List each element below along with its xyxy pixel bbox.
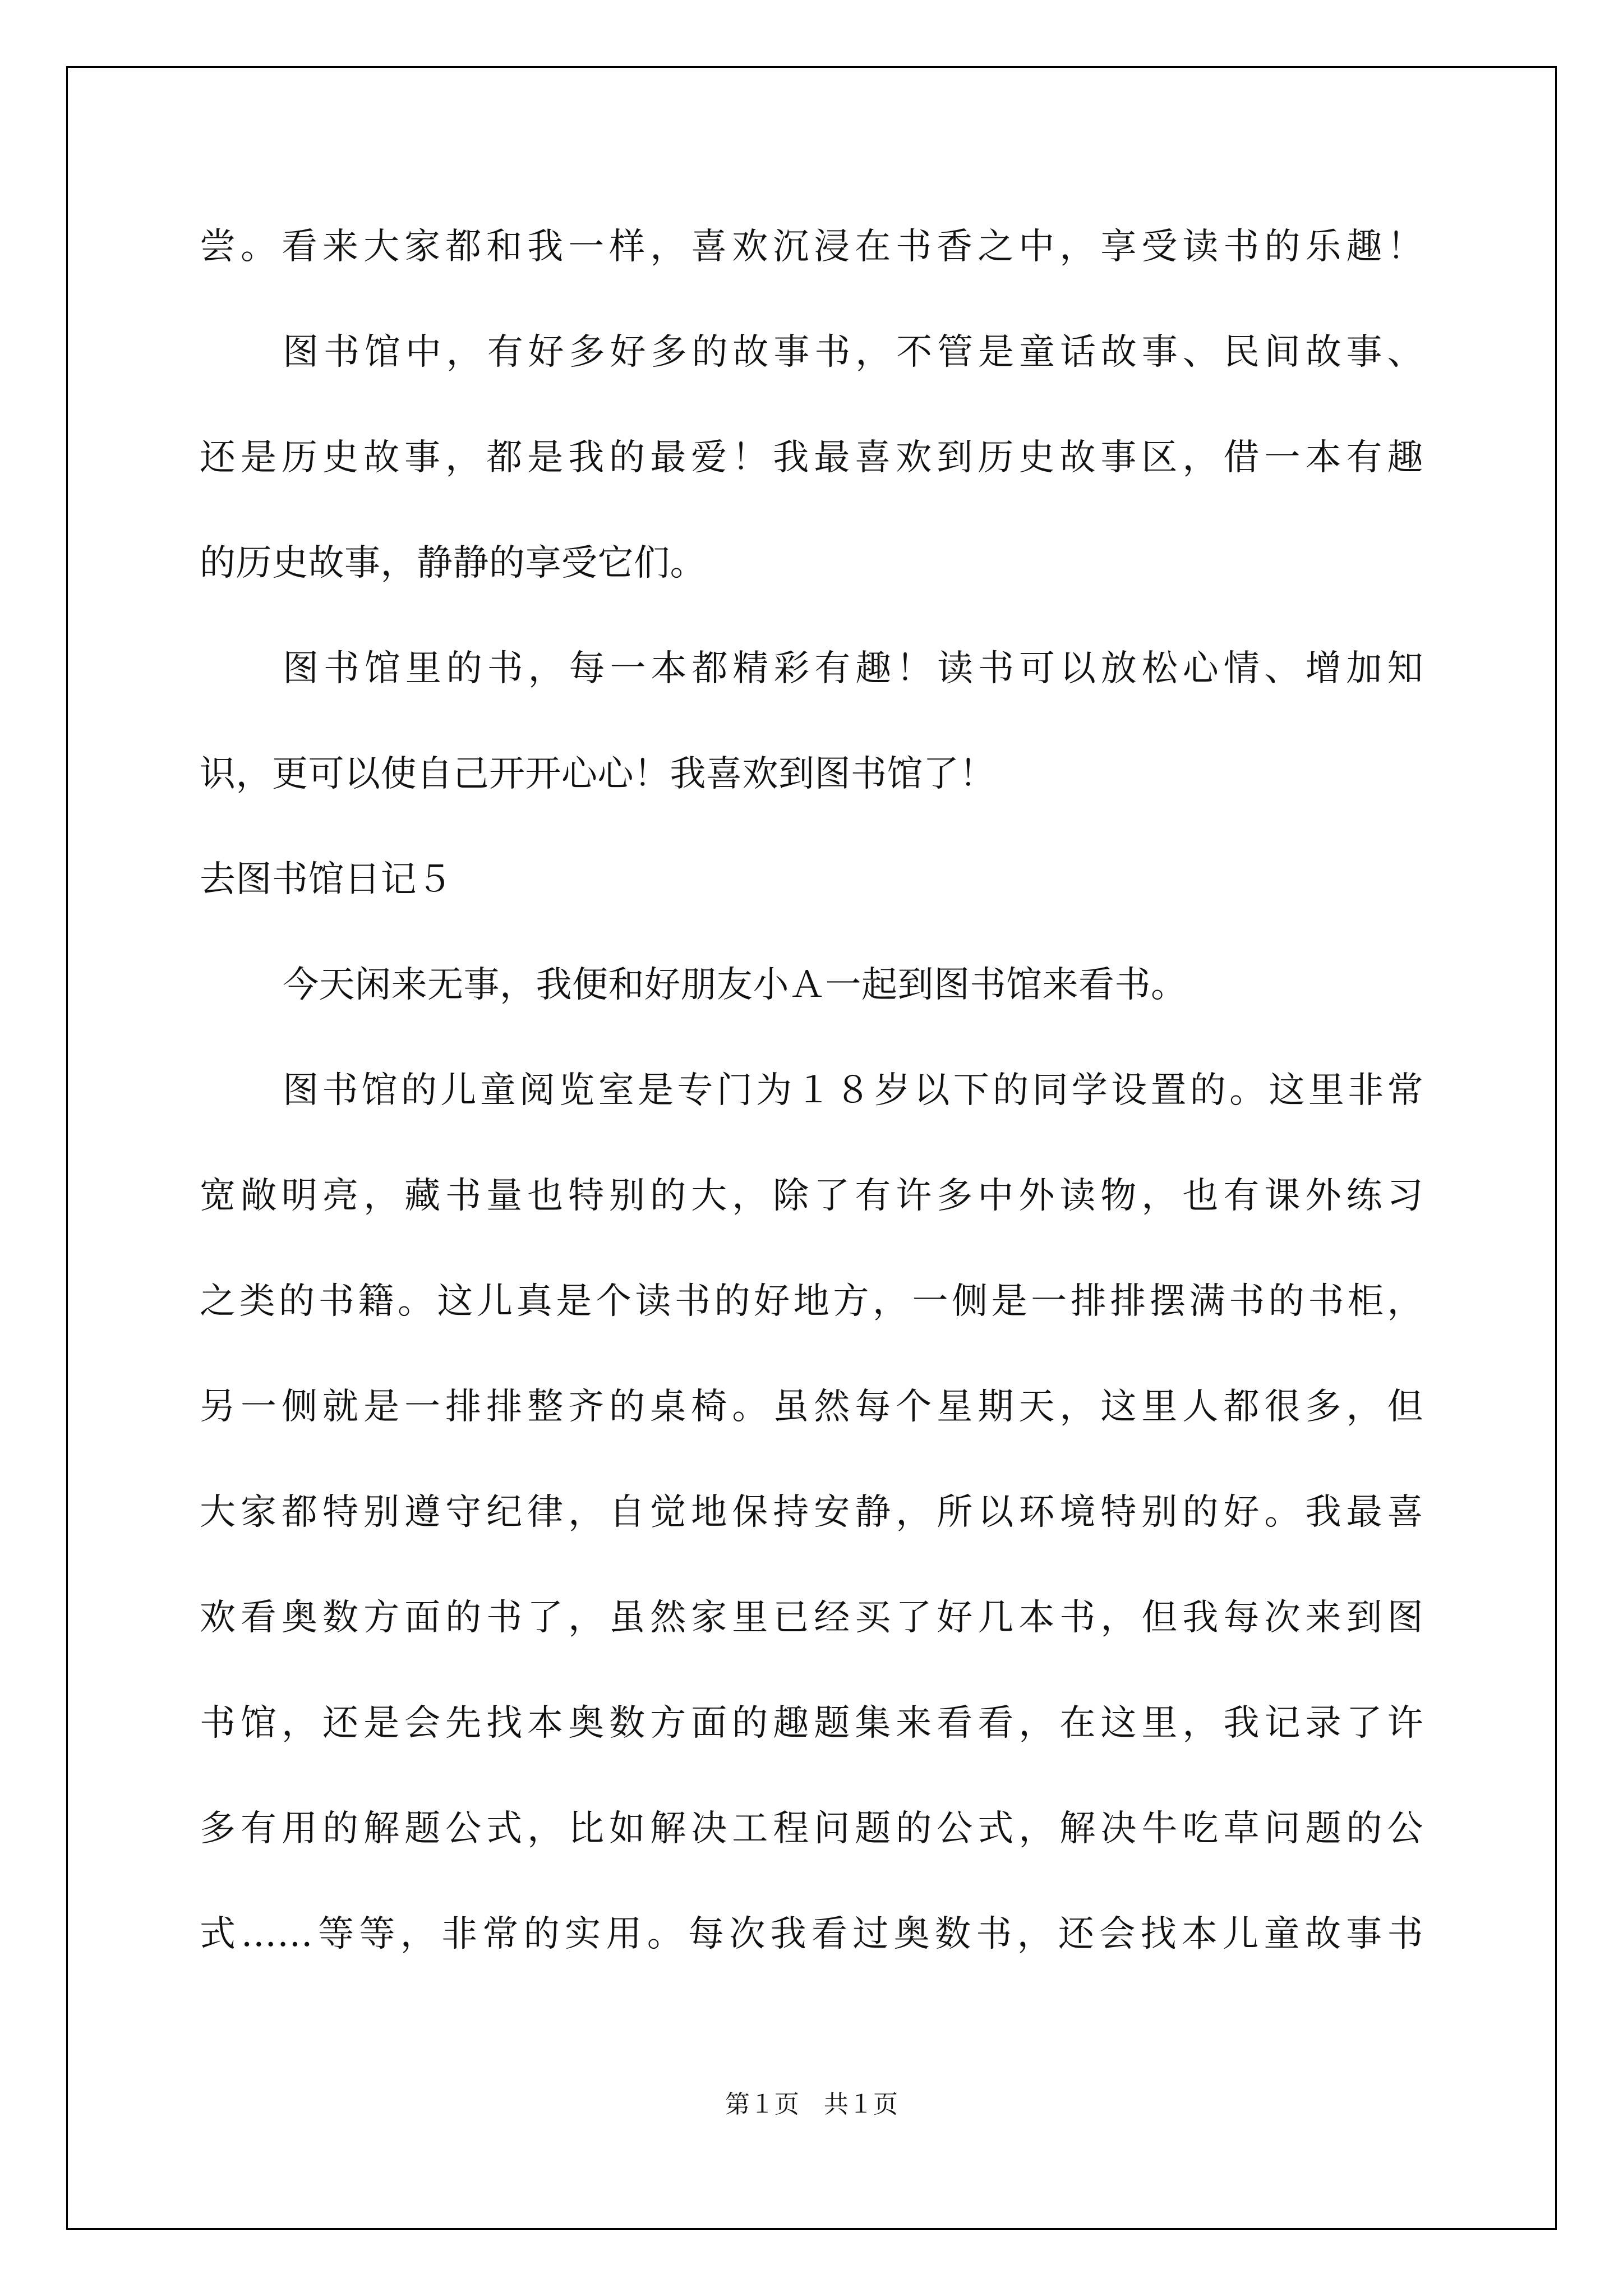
paragraph-line: 式……等等，非常的实用。每次我看过奥数书，还会找本儿童故事书 xyxy=(200,1913,1423,1955)
paragraph-line: 尝。看来大家都和我一样，喜欢沉浸在书香之中，享受读书的乐趣！ xyxy=(200,226,1423,268)
paragraph-line: 宽敞明亮，藏书量也特别的大，除了有许多中外读物，也有课外练习 xyxy=(200,1175,1423,1217)
paragraph-line: 图书馆中，有好多好多的故事书，不管是童话故事、民间故事、 xyxy=(283,332,1423,373)
paragraph-line: 之类的书籍。这儿真是个读书的好地方，一侧是一排排摆满书的书柜， xyxy=(200,1281,1423,1322)
paragraph-line: 的历史故事，静静的享受它们。 xyxy=(200,542,706,584)
paragraph-line: 欢看奥数方面的书了，虽然家里已经买了好几本书，但我每次来到图 xyxy=(200,1597,1423,1639)
section-heading: 去图书馆日记５ xyxy=(200,859,453,900)
paragraph-line: 书馆，还是会先找本奥数方面的趣题集来看看，在这里，我记录了许 xyxy=(200,1703,1423,1744)
paragraph-line: 图书馆的儿童阅览室是专门为１８岁以下的同学设置的。这里非常 xyxy=(283,1070,1423,1111)
paragraph-line: 还是历史故事，都是我的最爱！我最喜欢到历史故事区，借一本有趣 xyxy=(200,437,1423,478)
paragraph-line: 多有用的解题公式，比如解决工程问题的公式，解决牛吃草问题的公 xyxy=(200,1808,1423,1849)
paragraph-line: 另一侧就是一排排整齐的桌椅。虽然每个星期天，这里人都很多，但 xyxy=(200,1386,1423,1428)
paragraph-line: 大家都特别遵守纪律，自觉地保持安静，所以环境特别的好。我最喜 xyxy=(200,1492,1423,1533)
paragraph-line: 今天闲来无事，我便和好朋友小Ａ一起到图书馆来看书。 xyxy=(283,964,1187,1006)
paragraph-line: 图书馆里的书，每一本都精彩有趣！读书可以放松心情、增加知 xyxy=(283,648,1423,689)
page-number-footer: 第１页 共１页 xyxy=(725,2090,898,2119)
paragraph-line: 识，更可以使自己开开心心！我喜欢到图书馆了！ xyxy=(200,753,995,795)
